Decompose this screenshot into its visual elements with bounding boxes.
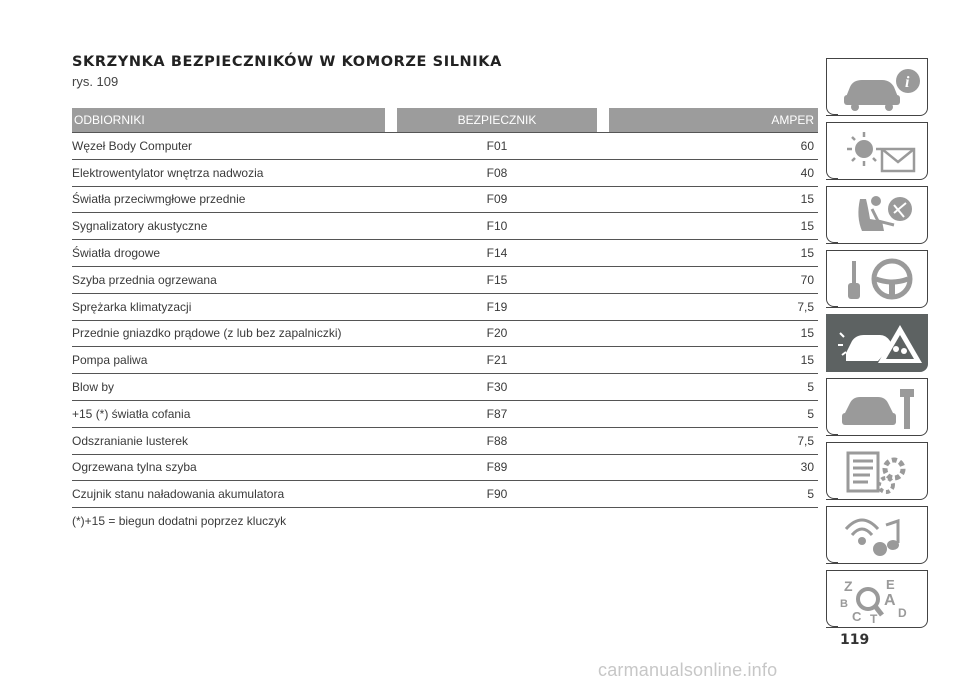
table-row — [72, 427, 818, 454]
tab-car-maintenance[interactable] — [826, 378, 928, 436]
figure-reference: rys. 109 — [72, 74, 119, 89]
fuse-cell: F10 — [486, 219, 508, 234]
airbag-seat-icon — [838, 191, 924, 241]
consumer-cell: Sprężarka klimatyzacji — [72, 299, 192, 314]
fuse-cell: F14 — [486, 246, 508, 261]
ampere-cell: 7,5 — [797, 299, 814, 314]
table-row — [72, 266, 818, 293]
table-body — [72, 132, 818, 508]
ampere-cell: 5 — [807, 487, 814, 502]
car-info-icon — [838, 63, 924, 113]
multimedia-icon — [838, 511, 924, 561]
page-title: SKRZYNKA BEZPIECZNIKÓW W KOMORZE SILNIKA — [72, 54, 502, 70]
ampere-cell: 40 — [800, 165, 814, 180]
table-row — [72, 346, 818, 373]
table-row — [72, 454, 818, 481]
ampere-cell: 30 — [800, 460, 814, 475]
index-icon — [838, 575, 924, 625]
table-row — [72, 239, 818, 266]
consumer-cell: Węzeł Body Computer — [72, 138, 193, 153]
table-row — [72, 320, 818, 347]
table-row — [72, 132, 818, 159]
svg-text:C: C — [852, 609, 862, 624]
fuse-cell: F21 — [486, 353, 508, 368]
table-row — [72, 293, 818, 320]
technical-data-icon — [838, 447, 924, 497]
table-row — [72, 212, 818, 239]
tab-multimedia[interactable] — [826, 506, 928, 564]
consumer-cell: Pompa paliwa — [72, 353, 148, 368]
consumer-cell: Elektrowentylator wnętrza nadwozia — [72, 165, 264, 180]
consumer-cell: Blow by — [72, 380, 115, 395]
ampere-cell: 5 — [807, 380, 814, 395]
ampere-cell: 15 — [800, 192, 814, 207]
table-header — [72, 108, 818, 132]
ampere-cell: 5 — [807, 406, 814, 421]
consumer-cell: Sygnalizatory akustyczne — [72, 219, 208, 234]
tab-key-steering[interactable] — [826, 250, 928, 308]
ampere-cell: 15 — [800, 353, 814, 368]
car-maintenance-icon — [838, 383, 924, 433]
fuse-cell: F01 — [486, 138, 508, 153]
table-row — [72, 186, 818, 213]
ampere-cell: 15 — [800, 246, 814, 261]
fuse-cell: F08 — [486, 165, 508, 180]
tab-airbag-seat[interactable] — [826, 186, 928, 244]
tab-car-info[interactable] — [826, 58, 928, 116]
table-row — [72, 373, 818, 400]
fuse-cell: F89 — [486, 460, 508, 475]
svg-text:i: i — [905, 74, 910, 91]
table-row — [72, 480, 818, 507]
fuse-cell: F19 — [486, 299, 508, 314]
fuse-cell: F88 — [486, 433, 508, 448]
watermark: carmanualsonline.info — [598, 660, 778, 680]
table-row — [72, 400, 818, 427]
column-header-fuse: BEZPIECZNIK — [397, 108, 597, 132]
svg-text:T: T — [870, 612, 878, 625]
fuse-cell: F90 — [486, 487, 508, 502]
page-number: 119 — [840, 632, 870, 648]
tab-emergency[interactable] — [826, 314, 928, 372]
ampere-cell: 7,5 — [797, 433, 814, 448]
table-row — [72, 159, 818, 186]
column-header-consumers: ODBIORNIKI — [72, 108, 385, 132]
ampere-cell: 15 — [800, 219, 814, 234]
emergency-warning-icon — [838, 319, 924, 369]
fuse-cell: F87 — [486, 406, 508, 421]
table-footnote: (*)+15 = biegun dodatni poprzez kluczyk — [72, 514, 287, 529]
svg-text:B: B — [840, 598, 848, 610]
ampere-cell: 70 — [800, 272, 814, 287]
consumer-cell: Ogrzewana tylna szyba — [72, 460, 197, 475]
tab-warning-lights[interactable] — [826, 122, 928, 180]
fuse-cell: F09 — [486, 192, 508, 207]
ampere-cell: 15 — [800, 326, 814, 341]
svg-text:E: E — [886, 577, 895, 592]
consumer-cell: Odszranianie lusterek — [72, 433, 189, 448]
consumer-cell: Światła drogowe — [72, 246, 161, 261]
column-header-ampere: AMPER — [609, 108, 818, 132]
fuse-table — [72, 108, 818, 528]
ampere-cell: 60 — [800, 138, 814, 153]
fuse-cell: F30 — [486, 380, 508, 395]
consumer-cell: Światła przeciwmgłowe przednie — [72, 192, 246, 207]
fuse-cell: F20 — [486, 326, 508, 341]
consumer-cell: Przednie gniazdko prądowe (z lub bez zapalniczki) — [72, 326, 342, 341]
chapter-tabs — [826, 58, 928, 634]
tab-technical-data[interactable] — [826, 442, 928, 500]
svg-text:Z: Z — [844, 578, 853, 594]
svg-text:D: D — [898, 606, 907, 620]
consumer-cell: +15 (*) światła cofania — [72, 406, 191, 421]
fuse-cell: F15 — [486, 272, 508, 287]
consumer-cell: Czujnik stanu naładowania akumulatora — [72, 487, 285, 502]
consumer-cell: Szyba przednia ogrzewana — [72, 272, 217, 287]
tab-index[interactable] — [826, 570, 928, 628]
svg-text:A: A — [884, 592, 896, 609]
warning-lights-icon — [838, 127, 924, 177]
key-steering-icon — [838, 255, 924, 305]
